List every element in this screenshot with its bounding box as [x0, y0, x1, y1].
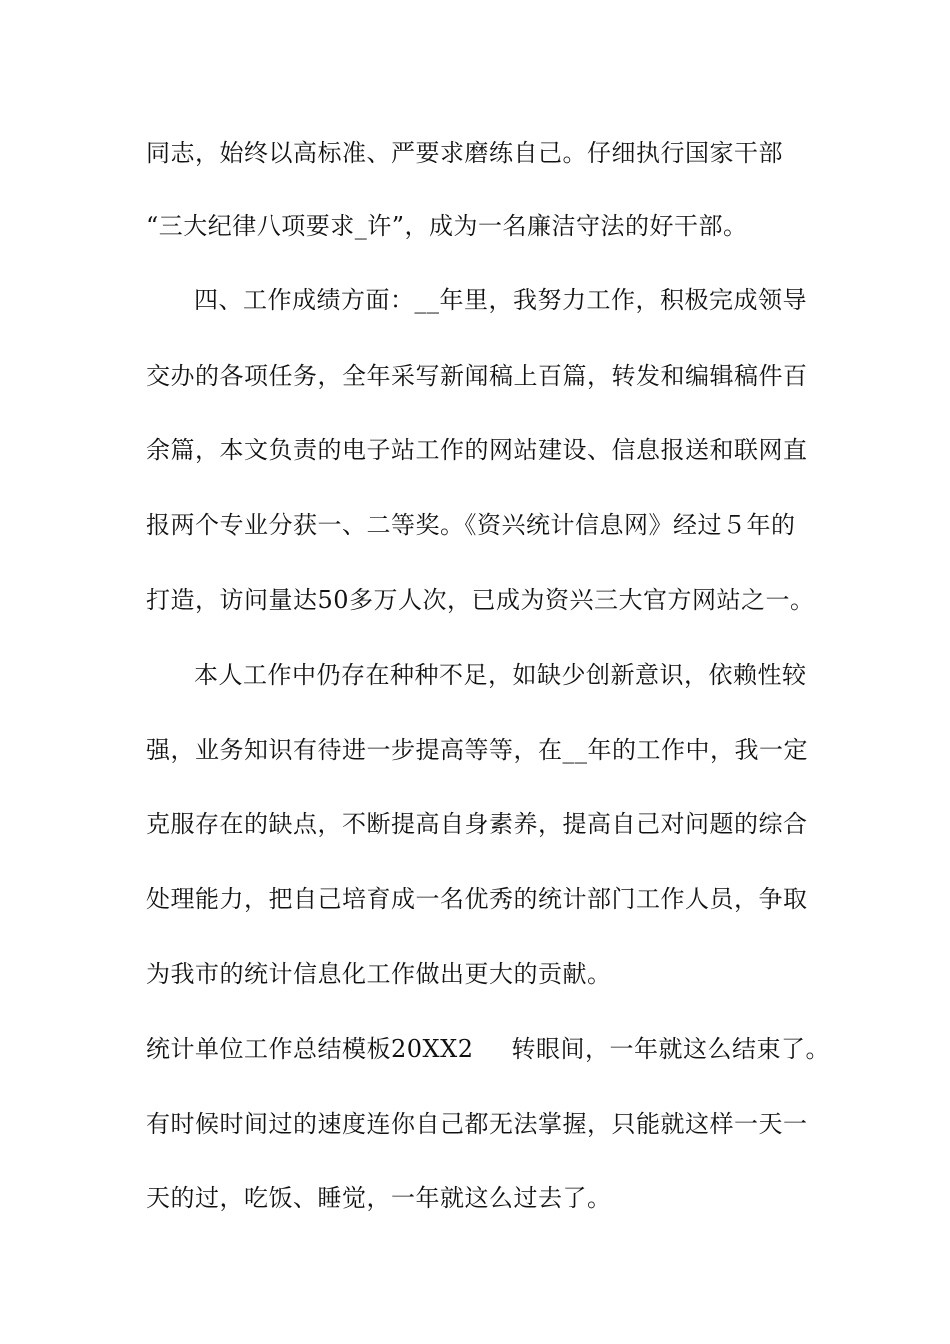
paragraph-line: 强，业务知识有待进一步提高等等，在__年的工作中，我一定: [146, 736, 808, 764]
paragraph-line: 处理能力，把自己培育成一名优秀的统计部门工作人员，争取: [146, 885, 808, 913]
paragraph-line: 为我市的统计信息化工作做出更大的贡献。: [146, 960, 612, 988]
paragraph-line: 报两个专业分获一、二等奖。《资兴统计信息网》经过５年的: [146, 511, 796, 539]
paragraph-line: 天的过，吃饭、睡觉，一年就这么过去了。: [146, 1184, 612, 1212]
section-first-line: 转眼间，一年就这么结束了。: [511, 1035, 830, 1063]
paragraph-line: 四、工作成绩方面：__年里，我努力工作，积极完成领导: [194, 286, 807, 314]
paragraph-line: 余篇，本文负责的电子站工作的网站建设、信息报送和联网直: [146, 436, 808, 464]
section-heading-line: [146, 1034, 830, 1064]
paragraph-line: 克服存在的缺点，不断提高自身素养，提高自己对问题的综合: [146, 810, 808, 838]
paragraph-line: “三大纪律八项要求_许”，成为一名廉洁守法的好干部。: [146, 212, 748, 240]
paragraph-line: 同志，始终以高标准、严要求磨练自己。仔细执行国家干部: [146, 139, 783, 167]
paragraph-line: 打造，访问量达50多万人次，已成为资兴三大官方网站之一。: [146, 586, 815, 614]
paragraph-line: 有时候时间过的速度连你自己都无法掌握，只能就这样一天一: [146, 1110, 808, 1138]
paragraph-line: 本人工作中仍存在种种不足，如缺少创新意识，依赖性较: [194, 661, 807, 689]
paragraph-line: 交办的各项任务，全年采写新闻稿上百篇，转发和编辑稿件百: [146, 362, 808, 390]
section-title: 统计单位工作总结模板20XX2: [146, 1035, 474, 1063]
